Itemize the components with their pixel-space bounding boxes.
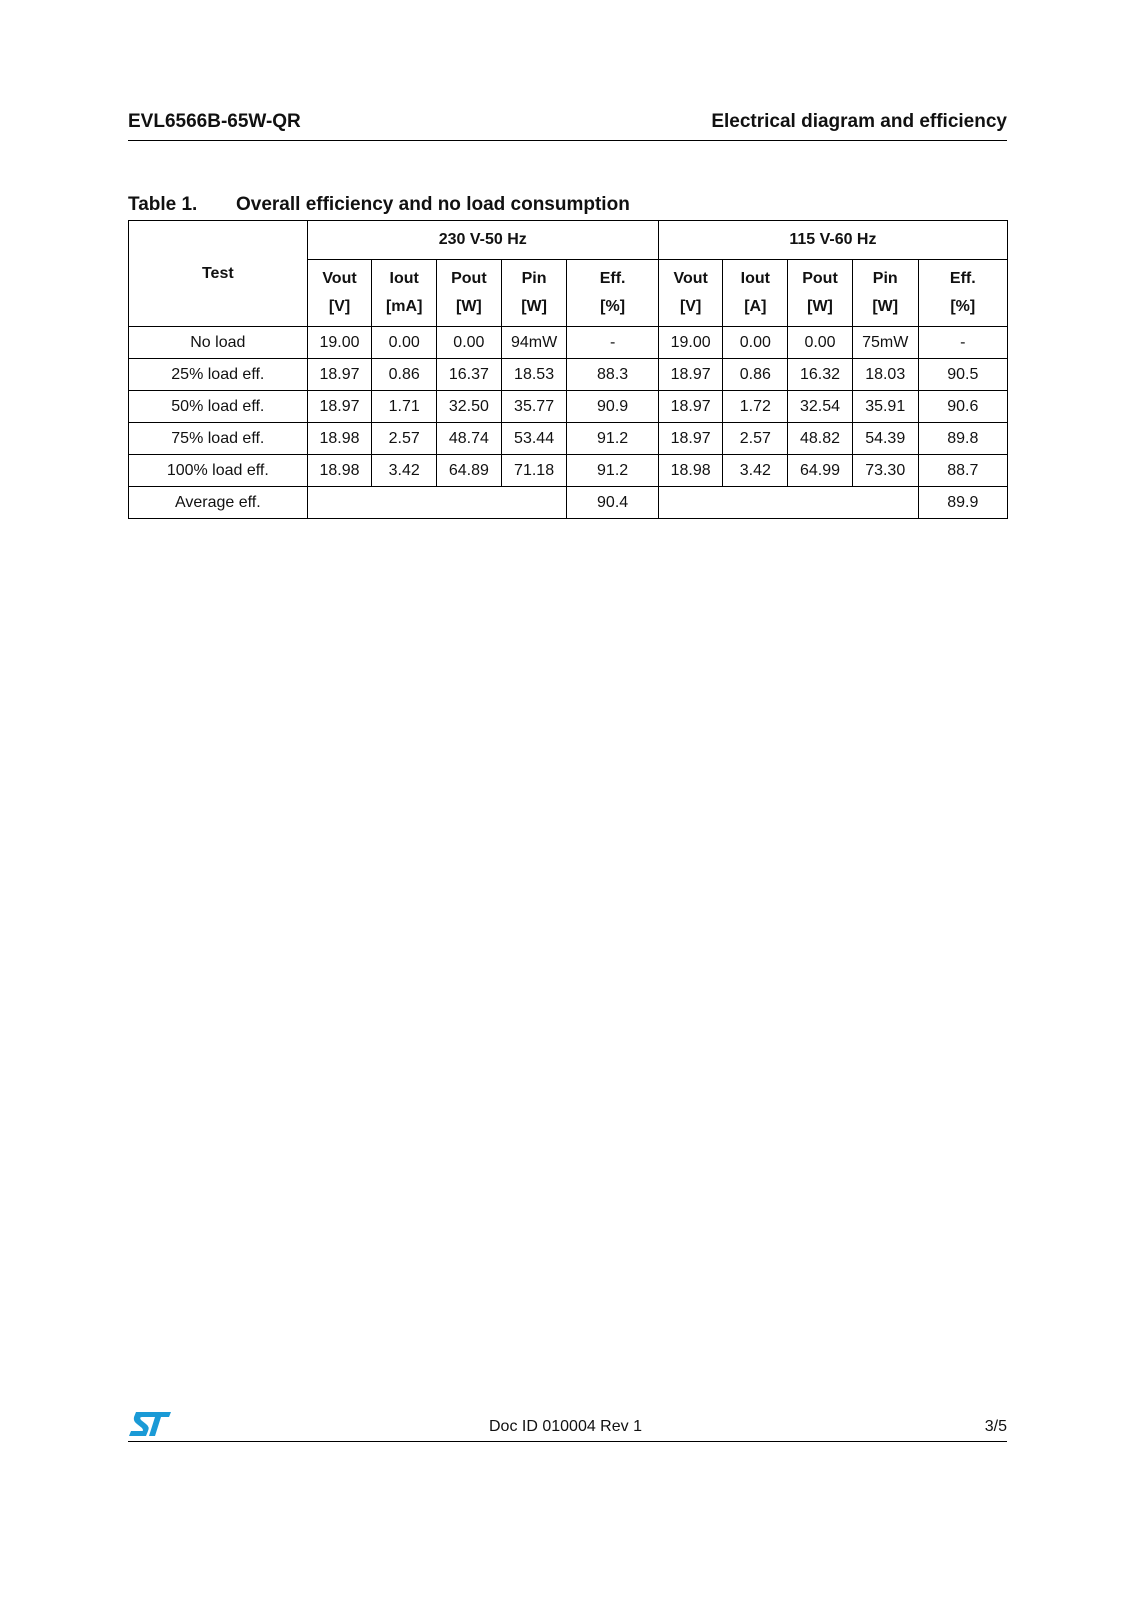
- col-name: Eff.: [949, 270, 976, 287]
- cell-230v: 0.86: [372, 359, 437, 391]
- cell-230v: 18.97: [307, 359, 372, 391]
- page-header: [128, 108, 1007, 141]
- col-header-115v: [658, 260, 723, 327]
- cell-115v: 18.97: [658, 423, 723, 455]
- cell-115v: 54.39: [852, 423, 918, 455]
- cell-230v: 91.2: [567, 455, 658, 487]
- group-header-230v: 230 V-50 Hz: [307, 221, 658, 260]
- cell-115v: 3.42: [723, 455, 788, 487]
- cell-115v: 64.99: [788, 455, 853, 487]
- cell-230v: 18.98: [307, 423, 372, 455]
- cell-230v: 2.57: [372, 423, 437, 455]
- cell-115v: 2.57: [723, 423, 788, 455]
- cell-230v: 3.42: [372, 455, 437, 487]
- col-name: Vout: [673, 270, 708, 287]
- document-title: EVL6566B-65W-QR: [128, 111, 301, 132]
- cell-230v: 32.50: [437, 391, 502, 423]
- row-label: 50% load eff.: [129, 391, 308, 423]
- cell-115v: -: [918, 327, 1007, 359]
- col-header-115v: [852, 260, 918, 327]
- efficiency-table: [128, 220, 1008, 519]
- cell-115v: 1.72: [723, 391, 788, 423]
- cell-115v: 0.00: [723, 327, 788, 359]
- cell-115v: 35.91: [852, 391, 918, 423]
- col-header-115v: [788, 260, 853, 327]
- cell-230v: 18.97: [307, 391, 372, 423]
- col-unit: [W]: [872, 298, 899, 315]
- col-header-230v: [567, 260, 658, 327]
- cell-230v: -: [567, 327, 658, 359]
- cell-115v: 32.54: [788, 391, 853, 423]
- cell-115v: 16.32: [788, 359, 853, 391]
- cell-230v: 0.00: [437, 327, 502, 359]
- col-header-230v: [437, 260, 502, 327]
- col-unit: [V]: [679, 298, 702, 315]
- footer-rule: [128, 1441, 1007, 1442]
- cell-115v: 88.7: [918, 455, 1007, 487]
- col-header-115v: [918, 260, 1007, 327]
- cell-115v: 90.6: [918, 391, 1007, 423]
- average-eff-230v: 90.4: [567, 487, 658, 519]
- cell-230v: 1.71: [372, 391, 437, 423]
- page-number: 3/5: [984, 1418, 1007, 1435]
- cell-230v: 94mW: [501, 327, 567, 359]
- cell-230v: 18.53: [501, 359, 567, 391]
- col-unit: [%]: [600, 298, 626, 315]
- col-name: Iout: [740, 270, 770, 287]
- col-header-115v: [723, 260, 788, 327]
- doc-id: Doc ID 010004 Rev 1: [489, 1418, 642, 1435]
- cell-115v: 48.82: [788, 423, 853, 455]
- cell-230v: 90.9: [567, 391, 658, 423]
- cell-115v: 18.03: [852, 359, 918, 391]
- col-header-230v: [372, 260, 437, 327]
- cell-230v: 88.3: [567, 359, 658, 391]
- cell-230v: 0.00: [372, 327, 437, 359]
- table-number: Table 1.: [128, 194, 198, 215]
- cell-230v: 18.98: [307, 455, 372, 487]
- cell-230v: 91.2: [567, 423, 658, 455]
- average-row: [129, 487, 1008, 519]
- cell-115v: 18.97: [658, 391, 723, 423]
- col-unit: [W]: [521, 298, 547, 315]
- cell-115v: 19.00: [658, 327, 723, 359]
- cell-230v: 35.77: [501, 391, 567, 423]
- table-row: [129, 359, 1008, 391]
- row-label: 25% load eff.: [129, 359, 308, 391]
- table-row: [129, 327, 1008, 359]
- cell-115v: 75mW: [852, 327, 918, 359]
- col-name: Iout: [389, 270, 419, 287]
- row-label: Average eff.: [129, 487, 308, 519]
- row-label: No load: [129, 327, 308, 359]
- col-name: Vout: [322, 270, 357, 287]
- col-name: Eff.: [599, 270, 626, 287]
- col-header-230v: [501, 260, 567, 327]
- col-unit: [mA]: [385, 298, 423, 315]
- cell-115v: 18.98: [658, 455, 723, 487]
- group-header-115v: 115 V-60 Hz: [658, 221, 1007, 260]
- cell-115v: 89.8: [918, 423, 1007, 455]
- col-unit: [V]: [328, 298, 351, 315]
- empty-cell: [307, 487, 567, 519]
- row-label: 75% load eff.: [129, 423, 308, 455]
- table-caption: [128, 194, 630, 216]
- table-title: Overall efficiency and no load consumption: [236, 194, 630, 215]
- cell-230v: 64.89: [437, 455, 502, 487]
- cell-115v: 0.00: [788, 327, 853, 359]
- col-header-230v: [307, 260, 372, 327]
- table-row: [129, 423, 1008, 455]
- col-name: Pout: [451, 270, 487, 287]
- table-row: [129, 391, 1008, 423]
- cell-230v: 48.74: [437, 423, 502, 455]
- cell-230v: 71.18: [501, 455, 567, 487]
- col-unit: [%]: [950, 298, 976, 315]
- section-title: Electrical diagram and efficiency: [711, 111, 1007, 132]
- col-unit: [W]: [455, 298, 482, 315]
- test-header: Test: [129, 221, 308, 327]
- table-row: [129, 455, 1008, 487]
- cell-115v: 90.5: [918, 359, 1007, 391]
- row-label: 100% load eff.: [129, 455, 308, 487]
- cell-115v: 73.30: [852, 455, 918, 487]
- col-name: Pin: [872, 270, 898, 287]
- cell-230v: 19.00: [307, 327, 372, 359]
- cell-115v: 18.97: [658, 359, 723, 391]
- cell-230v: 53.44: [501, 423, 567, 455]
- average-eff-115v: 89.9: [918, 487, 1007, 519]
- cell-230v: 16.37: [437, 359, 502, 391]
- col-unit: [A]: [744, 298, 767, 315]
- empty-cell: [658, 487, 918, 519]
- cell-115v: 0.86: [723, 359, 788, 391]
- col-name: Pin: [521, 270, 547, 287]
- col-unit: [W]: [807, 298, 833, 315]
- col-name: Pout: [802, 270, 838, 287]
